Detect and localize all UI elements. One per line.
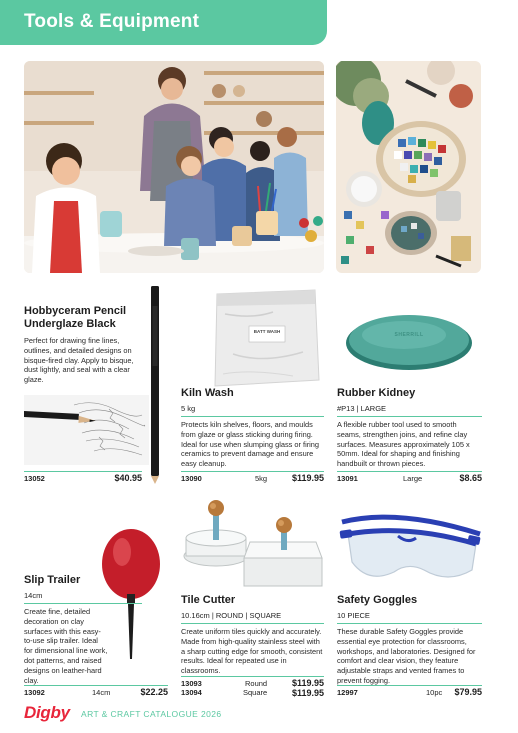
pencil-drawing-image: [24, 395, 149, 465]
product-price: $119.95: [291, 473, 324, 483]
product-spec: 10.16cm | ROUND | SQUARE: [181, 611, 324, 624]
product-price: $119.95: [291, 687, 324, 698]
product-price: $22.25: [140, 687, 168, 697]
product-size: Round: [245, 678, 268, 688]
section-title: Tools & Equipment: [24, 11, 200, 32]
product-title: Hobbyceram Pencil Underglaze Black: [24, 305, 127, 330]
section-header: [0, 0, 327, 45]
rubber-kidney-image: [344, 311, 474, 371]
price-row: [181, 686, 324, 699]
product-title: Safety Goggles: [337, 594, 418, 606]
product-price: $119.95: [291, 678, 324, 688]
price-row: [24, 471, 142, 484]
tile-cutter-image: [182, 498, 324, 590]
mosaic-photo: [336, 61, 481, 273]
product-title: Slip Trailer: [24, 574, 81, 586]
product-spec: 10 PIECE: [337, 611, 482, 624]
product-spec: 14cm: [24, 591, 142, 604]
product-safety-goggles: [337, 594, 482, 686]
product-spec: #P13 | LARGE: [337, 404, 482, 417]
product-price: $40.95: [114, 473, 142, 483]
product-code: 12997: [337, 687, 358, 697]
product-description: A flexible rubber tool used to smooth seams, strengthen joins, and refine clay surfaces. Measures approximately 105 x 50mm. Ideal for shaping and finishing handbuilt or thrown pieces.: [337, 420, 470, 469]
safety-goggles-image: [338, 504, 482, 586]
product-description: Perfect for drawing fine lines, outlines, and detailed designs on bisque-fired clay. Apply to bisque, dust lightly, and seal with a clear glaze.: [24, 336, 134, 385]
product-code: 13093: [181, 678, 202, 688]
product-title: Kiln Wash: [181, 387, 234, 399]
product-pencil: [24, 305, 142, 385]
product-code: 13091: [337, 473, 358, 483]
product-spec: 5 kg: [181, 404, 324, 417]
product-size: 14cm: [92, 687, 111, 697]
pencil-image: [148, 286, 162, 484]
kiln-wash-bag-image: [213, 284, 321, 390]
product-title: Tile Cutter: [181, 594, 236, 606]
product-description: These durable Safety Goggles provide essential eye protection for classrooms, workshops, and laboratories. Designed for comfort and clear vision, they feature adjustable straps and vented frames to prevent fogging.: [337, 627, 476, 685]
product-title: Rubber Kidney: [337, 387, 416, 399]
product-description: Create uniform tiles quickly and accurately. Made from high-quality stainless steel with a sharp cutting edge for smooth, consistent results. Ideal for repeated use in classrooms.: [181, 627, 323, 676]
product-size: 10pc: [426, 687, 443, 697]
price-row: [181, 471, 324, 484]
product-description: Protects kiln shelves, floors, and moulds from glaze or glass sticking during firing. Ideal for use when slumping glass or firing ceramics to prevent damage and ensure easy cleanup.: [181, 420, 320, 469]
digby-logo: Digby: [24, 703, 70, 722]
bag-label: BATT WASH: [253, 329, 281, 334]
product-size: Large: [403, 473, 423, 483]
pottery-class-photo: [24, 61, 324, 273]
product-tile-cutter: [181, 594, 324, 676]
product-code: 13052: [24, 473, 45, 483]
product-price: $79.95: [454, 687, 482, 697]
product-description: Create fine, detailed decoration on clay surfaces with this easy-to-use slip trailer. Ideal for dimensional line work, dot patterns, and raised designs on leather-hard clay.: [24, 607, 108, 685]
product-code: 13092: [24, 687, 45, 697]
kidney-emboss: SHERRILL: [394, 332, 424, 338]
product-size: 5kg: [255, 473, 268, 483]
product-size: Square: [243, 688, 268, 697]
price-row: [337, 685, 482, 698]
catalogue-title: ART & CRAFT CATALOGUE 2026: [81, 709, 222, 719]
price-row: [24, 685, 168, 698]
product-kiln-wash: [181, 387, 324, 469]
product-price: $8.65: [459, 473, 482, 483]
product-slip-trailer: [24, 574, 108, 685]
product-code: 13090: [181, 473, 202, 483]
product-code: 13094: [181, 688, 202, 697]
price-row: [337, 471, 482, 484]
product-rubber-kidney: [337, 387, 482, 469]
